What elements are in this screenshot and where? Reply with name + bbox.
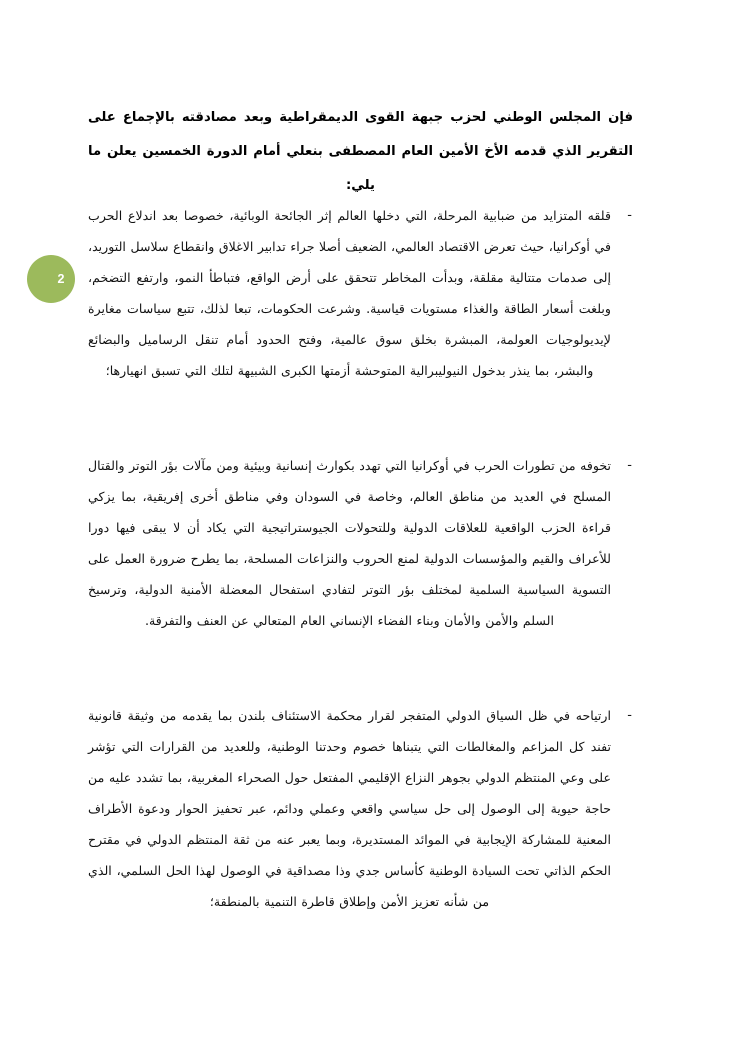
page-number-badge — [27, 255, 75, 303]
list-item — [88, 700, 633, 917]
list-item — [88, 450, 633, 636]
list-item-text: ارتياحه في ظل السياق الدولي المتفجر لقرار محكمة الاستئناف بلندن بما يقدمه من وثيقة قانونية تفند كل المزاعم والمغالطات التي يتبناها خصوم وحدتنا الوطنية، وللعديد من القرارات التي تؤشر على وعي المنتظم الدولي بجوهر النزاع الإقليمي المفتعل حول الصحراء المغربية، بما تشدد عليه من حاجة حيوية إلى الوصول إلى حل سياسي واقعي وعملي ودائم، عبر تحفيز الحوار ودعوة الأطراف المعنية للمشاركة الإيجابية في الموائد المستديرة، وبما يعبر عنه من ثقة المنتظم الدولي في مقترح الحكم الذاتي تحت السيادة الوطنية كأساس جدي وذا مصداقية في الوصول لهذا الحل السلمي، الذي من شأنه تعزيز الأمن وإطلاق قاطرة التنمية بالمنطقة؛ — [88, 708, 611, 909]
bullet-dash-icon: - — [627, 708, 632, 723]
list-item-text: قلقه المتزايد من ضبابية المرحلة، التي دخلها العالم إثر الجائحة الوبائية، خصوصا بعد اندلاع الحرب في أوكرانيا، حيث تعرض الاقتصاد العالمي، الضعيف أصلا جراء تدابير الاغلاق وانقطاع سلاسل التوريد، إلى صدمات متتالية مقلقة، وبدأت المخاطر تتحقق على أرض الواقع، فتباطأ النمو، وارتفع التضخم، وبلغت أسعار الطاقة والغذاء مستويات قياسية. وشرعت الحكومات، تبعا لذلك، تتبع سياسات مغايرة لإيديولوجيات العولمة، المبشرة بخلق سوق عالمية، وفتح الحدود أمام تنقل الرساميل والبضائع والبشر، بما ينذر بدخول النيوليبرالية المتوحشة أزمتها الكبرى الشبيهة لتلك التي تسبق انهيارها؛ — [88, 208, 611, 378]
page-number-label: 2 — [57, 271, 65, 286]
list-item-text: تخوفه من تطورات الحرب في أوكرانيا التي تهدد بكوارث إنسانية وبيئية ومن مآلات بؤر التوتر والقتال المسلح في العديد من مناطق العالم، وخاصة في السودان وفي مناطق أخرى إفريقية، بما يزكي قراءة الحزب الواقعية للعلاقات الدولية وللتحولات الجيوستراتيجية التي يكاد أن لا يبقى فيها دورا للأعراف والقيم والمؤسسات الدولية لمنع الحروب والنزاعات المسلحة، بما يطرح ضرورة العمل على التسوية السياسية السلمية لمختلف بؤر التوتر لتفادي استفحال المعضلة الأمنية الدولية، وترسيخ السلم والأمن والأمان وبناء الفضاء الإنساني العام المتعالي عن العنف والتفرقة. — [88, 458, 611, 628]
page-title: فإن المجلس الوطني لحزب جبهة القوى الديمقراطية وبعد مصادقته بالإجماع على التقرير الذي قدمه الأخ الأمين العام المصطفى بنعلي أمام الدورة الخمسين يعلن ما يلي: — [88, 110, 633, 194]
bullet-dash-icon: - — [627, 458, 632, 473]
list-item — [88, 200, 633, 386]
document-body — [88, 0, 633, 1039]
bullet-dash-icon: - — [627, 208, 632, 223]
